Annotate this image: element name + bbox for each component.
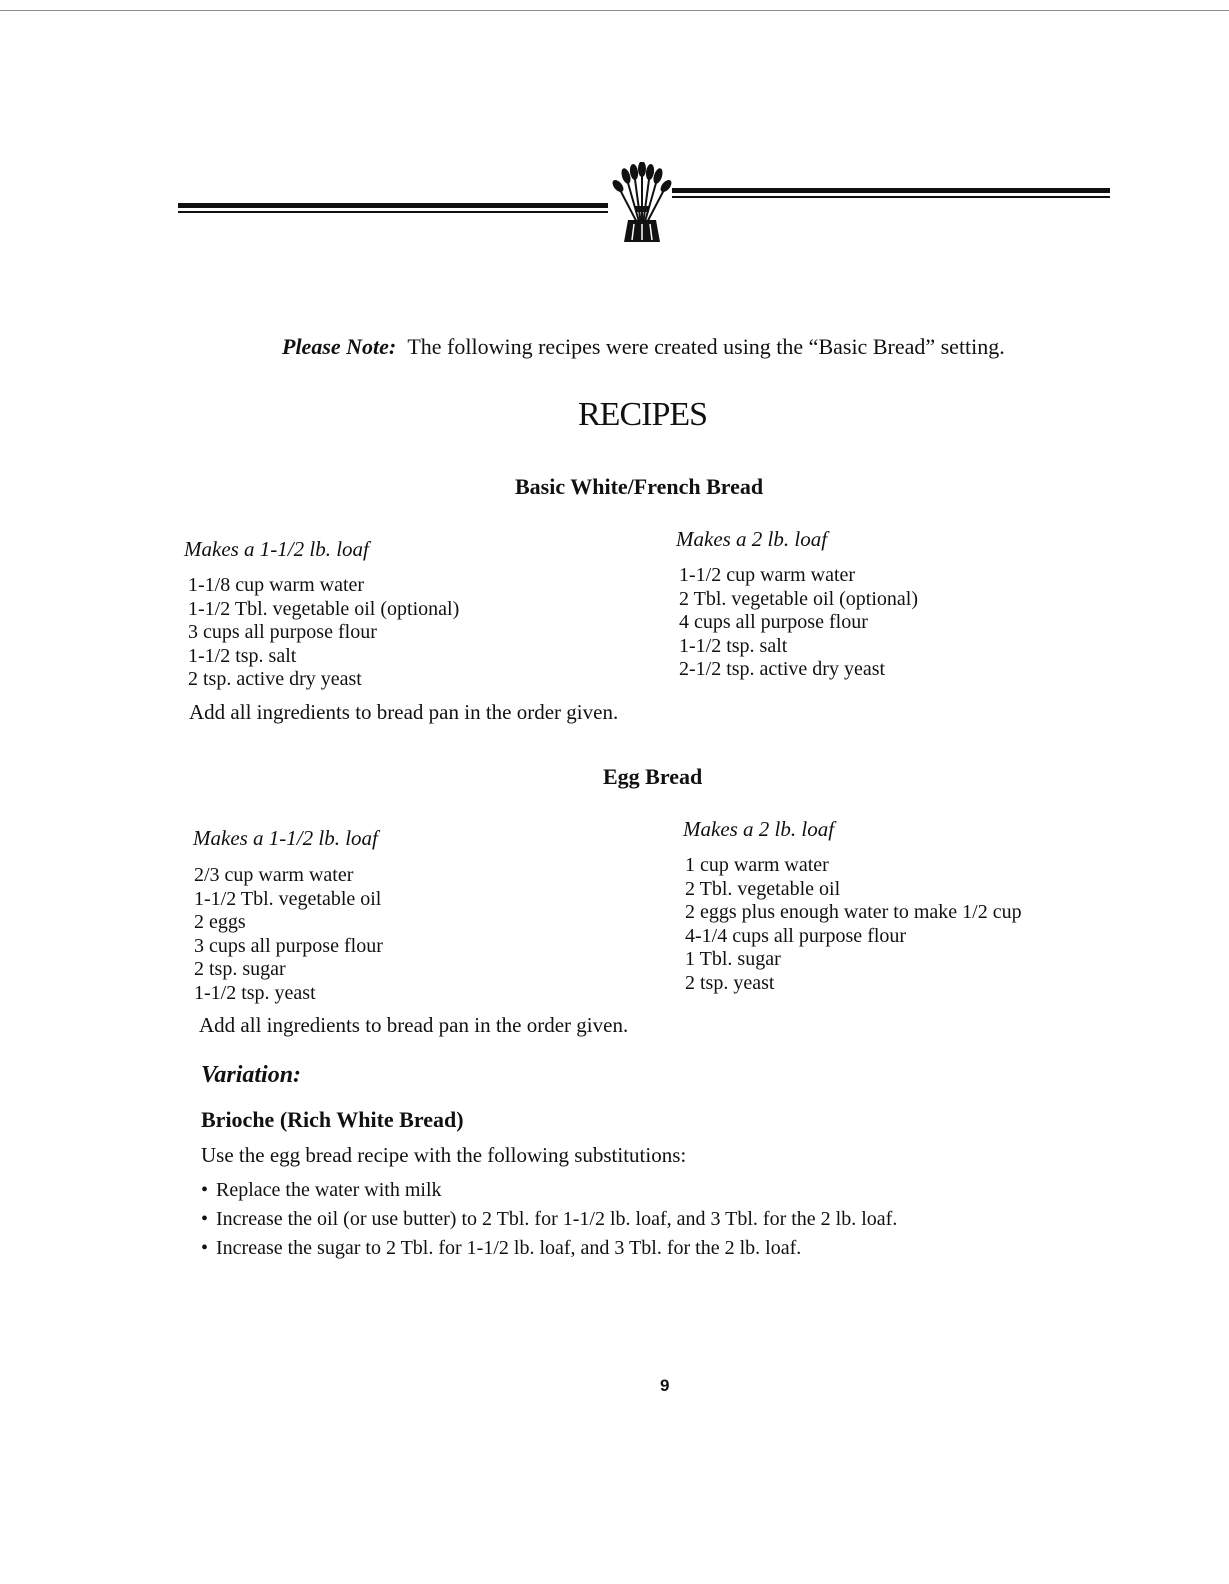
wheat-sheaf-icon <box>606 162 678 244</box>
substitution-item: • Replace the water with milk <box>201 1176 897 1205</box>
yield-right: Makes a 2 lb. loaf <box>683 817 835 841</box>
ingredient-item: 2 eggs plus enough water to make 1/2 cup <box>685 901 1022 924</box>
note-label: Please Note: <box>282 334 397 359</box>
ingredient-item: 1-1/2 tsp. yeast <box>194 981 316 1004</box>
header-rule-right-thin <box>672 196 1110 198</box>
ingredient-item: 1-1/2 tsp. salt <box>679 634 788 657</box>
section-title: RECIPES <box>578 396 708 433</box>
ingredient-item: 2 tsp. yeast <box>685 971 775 994</box>
ingredient-item: 3 cups all purpose flour <box>188 621 377 644</box>
ingredient-item: 1-1/2 Tbl. vegetable oil (optional) <box>188 597 460 620</box>
header-rule-left-thin <box>178 211 608 213</box>
ingredient-list-left <box>194 864 383 1006</box>
ingredient-list-right <box>685 854 1022 996</box>
ingredient-item: 2 Tbl. vegetable oil <box>685 877 841 900</box>
please-note <box>282 334 1005 360</box>
ingredient-item: 1 Tbl. sugar <box>685 948 781 971</box>
recipe-instruction: Add all ingredients to bread pan in the order given. <box>199 1013 629 1037</box>
ingredient-item: 2 tsp. active dry yeast <box>188 668 362 691</box>
ingredient-item: 2-1/2 tsp. active dry yeast <box>679 658 886 681</box>
page-number: 9 <box>660 1376 670 1395</box>
yield-left: Makes a 1-1/2 lb. loaf <box>193 826 378 850</box>
note-text: The following recipes were created using the “Basic Bread” setting. <box>407 334 1005 359</box>
variation-heading: Variation: <box>201 1062 302 1088</box>
yield-left: Makes a 1-1/2 lb. loaf <box>184 537 369 561</box>
ingredient-item: 2 eggs <box>194 911 246 934</box>
ingredient-item: 3 cups all purpose flour <box>194 934 383 957</box>
substitution-item: • Increase the oil (or use butter) to 2 Tbl. for 1-1/2 lb. loaf, and 3 Tbl. for the 2 lb. loaf. <box>201 1205 897 1234</box>
page-top-border <box>0 10 1229 11</box>
yield-right: Makes a 2 lb. loaf <box>676 527 828 551</box>
ingredient-item: 1-1/2 tsp. salt <box>188 644 297 667</box>
substitution-list <box>201 1176 897 1263</box>
variation-intro: Use the egg bread recipe with the following substitutions: <box>201 1143 687 1167</box>
ingredient-item: 4-1/4 cups all purpose flour <box>685 924 907 947</box>
ingredient-item: 2/3 cup warm water <box>194 864 354 886</box>
ingredient-item: 1 cup warm water <box>685 854 829 876</box>
header-rule-right-thick <box>672 188 1110 193</box>
header-rule-left-thick <box>178 203 608 208</box>
recipe-instruction: Add all ingredients to bread pan in the order given. <box>189 700 619 724</box>
recipe-title-basic-white: Basic White/French Bread <box>515 474 764 499</box>
substitution-item: • Increase the sugar to 2 Tbl. for 1-1/2 lb. loaf, and 3 Tbl. for the 2 lb. loaf. <box>201 1234 897 1263</box>
ingredient-list-left <box>188 574 459 692</box>
ingredient-item: 1-1/8 cup warm water <box>188 574 365 596</box>
ingredient-list-right <box>679 564 918 682</box>
ingredient-item: 1-1/2 cup warm water <box>679 564 856 586</box>
recipe-title-egg-bread: Egg Bread <box>603 764 703 789</box>
ingredient-item: 2 Tbl. vegetable oil (optional) <box>679 587 919 610</box>
ingredient-item: 2 tsp. sugar <box>194 958 286 981</box>
ingredient-item: 1-1/2 Tbl. vegetable oil <box>194 887 382 910</box>
variation-title: Brioche (Rich White Bread) <box>201 1107 464 1132</box>
ingredient-item: 4 cups all purpose flour <box>679 611 868 634</box>
